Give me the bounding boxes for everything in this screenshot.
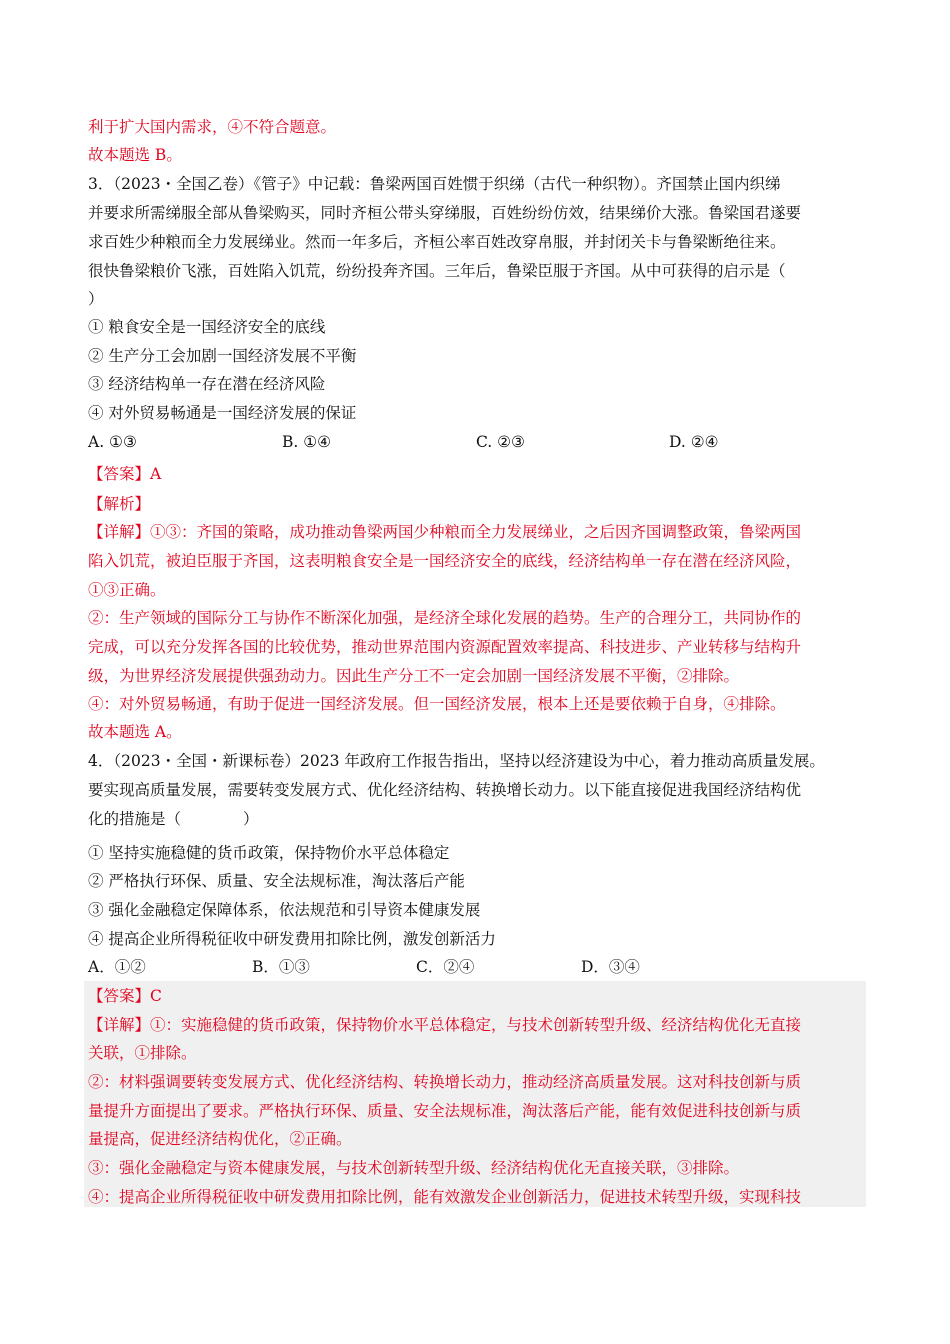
q4-option-d: D．③④ — [581, 958, 640, 976]
q3-stem-line: ） — [88, 290, 104, 308]
q3-item: ④ 对外贸易畅通是一国经济发展的保证 — [88, 404, 357, 422]
q4-item: ③ 强化金融稳定保障体系，依法规范和引导资本健康发展 — [88, 901, 481, 919]
q4-item: ④ 提高企业所得税征收中研发费用扣除比例，激发创新活力 — [88, 930, 496, 948]
q3-detail-line: 完成，可以充分发挥各国的比较优势，推动世界范围内资源配置效率提高、科技进步、产业转移与结构升 — [88, 638, 802, 656]
prev-explanation-tail: 利于扩大国内需求，④不符合题意。 — [88, 118, 337, 136]
q4-detail-line: 【详解】①：实施稳健的货币政策，保持物价水平总体稳定，与技术创新转型升级、经济结构优化无直接 — [88, 1016, 802, 1034]
q4-option-a: A．①② — [88, 958, 146, 976]
q4-stem-line: 要实现高质量发展，需要转变发展方式、优化经济结构、转换增长动力。以下能直接促进我国经济结构优 — [88, 781, 802, 799]
q3-detail-line: 【详解】①③：齐国的策略，成功推动鲁梁两国少种粮而全力发展绨业，之后因齐国调整政策，鲁梁两国 — [88, 523, 802, 541]
q3-item: ① 粮食安全是一国经济安全的底线 — [88, 318, 326, 336]
q3-analysis-label: 【解析】 — [88, 495, 151, 513]
q4-detail-line: 关联，①排除。 — [88, 1044, 197, 1062]
q4-stem-line: 4．（2023・全国・新课标卷）2023 年政府工作报告指出，坚持以经济建设为中心，着力推动高质量发展。 — [88, 752, 825, 770]
q3-detail-line: 陷入饥荒，被迫臣服于齐国，这表明粮食安全是一国经济安全的底线，经济结构单一存在潜在经济风险， — [88, 552, 802, 570]
q4-answer: 【答案】C — [88, 987, 162, 1005]
q3-item: ② 生产分工会加剧一国经济发展不平衡 — [88, 347, 357, 365]
q3-conclusion: 故本题选 A。 — [88, 723, 182, 741]
q3-option-d: D. ②④ — [669, 433, 719, 451]
q4-detail-line: ③：强化金融稳定与资本健康发展，与技术创新转型升级、经济结构优化无直接关联，③排除。 — [88, 1159, 740, 1177]
prev-conclusion: 故本题选 B。 — [88, 146, 182, 164]
q4-detail-line: 量提高，促进经济结构优化，②正确。 — [88, 1130, 352, 1148]
q3-stem-line: 3．（2023・全国乙卷）《管子》中记载：鲁梁两国百姓惯于织绨（古代一种织物）。齐国禁止国内织绨 — [88, 175, 781, 193]
q4-item: ② 严格执行环保、质量、安全法规标准，淘汰落后产能 — [88, 872, 465, 890]
q3-option-a: A. ①③ — [88, 433, 137, 451]
q4-detail-line: ②：材料强调要转变发展方式、优化经济结构、转换增长动力，推动经济高质量发展。这对科技创新与质 — [88, 1073, 802, 1091]
q3-detail-line: ①③正确。 — [88, 581, 166, 599]
q3-answer: 【答案】A — [88, 465, 162, 483]
q3-stem-line: 求百姓少种粮而全力发展绨业。然而一年多后，齐桓公率百姓改穿帛服，并封闭关卡与鲁梁断绝往来。 — [88, 233, 786, 251]
q4-detail-line: 量提升方面提出了要求。严格执行环保、质量、安全法规标准，淘汰落后产能，能有效促进科技创新与质 — [88, 1102, 802, 1120]
q3-option-b: B. ①④ — [282, 433, 332, 451]
q3-stem-line: 并要求所需绨服全部从鲁梁购买，同时齐桓公带头穿绨服，百姓纷纷仿效，结果绨价大涨。鲁梁国君遂要 — [88, 204, 802, 222]
q4-option-b: B．①③ — [252, 958, 310, 976]
q4-option-c: C．②④ — [416, 958, 475, 976]
q4-item: ① 坚持实施稳健的货币政策，保持物价水平总体稳定 — [88, 844, 450, 862]
q3-stem-line: 很快鲁梁粮价飞涨，百姓陷入饥荒，纷纷投奔齐国。三年后，鲁梁臣服于齐国。从中可获得的启示是（ — [88, 262, 786, 280]
q3-detail-line: 级，为世界经济发展提供强劲动力。因此生产分工不一定会加剧一国经济发展不平衡，②排除。 — [88, 667, 740, 685]
q3-option-c: C. ②③ — [476, 433, 525, 451]
q3-detail-line: ②：生产领域的国际分工与协作不断深化加强，是经济全球化发展的趋势。生产的合理分工，共同协作的 — [88, 609, 802, 627]
q3-detail-line: ④：对外贸易畅通，有助于促进一国经济发展。但一国经济发展，根本上还是要依赖于自身，④排除。 — [88, 695, 786, 713]
q4-stem-line: 化的措施是（ ） — [88, 810, 259, 828]
q3-item: ③ 经济结构单一存在潜在经济风险 — [88, 375, 326, 393]
q4-detail-line: ④：提高企业所得税征收中研发费用扣除比例，能有效激发企业创新活力，促进技术转型升级，实现科技 — [88, 1188, 802, 1206]
